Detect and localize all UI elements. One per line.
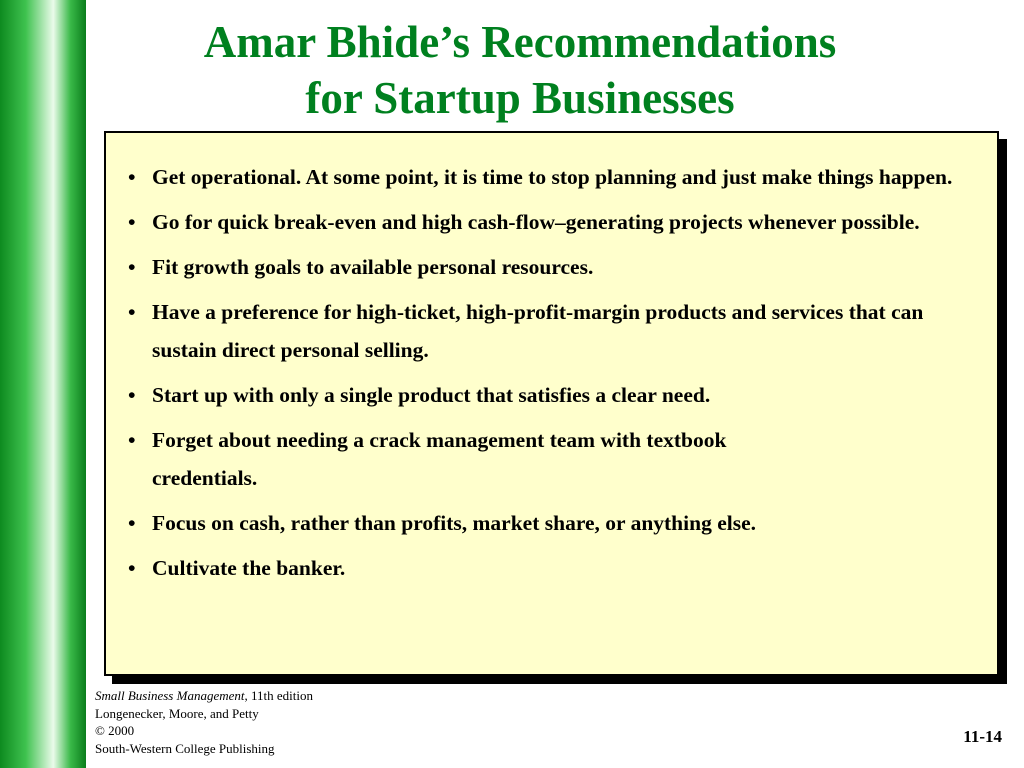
footer-edition: , 11th edition	[244, 688, 313, 703]
content-panel	[104, 131, 999, 676]
bullet-text: Start up with only a single product that satisfies a clear need.	[152, 383, 711, 407]
slide-number: 11-14	[963, 727, 1002, 746]
bullet-text: Fit growth goals to available personal resources.	[152, 255, 594, 279]
bullet-item	[128, 376, 988, 414]
footer-copyright: © 2000	[95, 723, 135, 738]
bullet-text: Get operational. At some point, it is time to stop planning and just make things happen.	[152, 165, 953, 189]
bullet-text: Cultivate the banker.	[152, 556, 346, 580]
bullet-item	[128, 158, 988, 196]
bullet-icon: •	[128, 556, 136, 580]
bullet-item	[128, 293, 988, 369]
bullet-item	[128, 421, 988, 497]
slide-title-line-1: Amar Bhide’s Recommendations	[203, 17, 837, 67]
bullet-icon: •	[128, 255, 136, 279]
bullet-text: Forget about needing a crack management team with textbook credentials.	[152, 428, 727, 490]
footer-book-title: Small Business Management	[95, 688, 245, 703]
bullet-text: Have a preference for high-ticket, high-profit-margin products and services that can sustain direct personal selling.	[152, 300, 924, 362]
footer-publisher: South-Western College Publishing	[95, 740, 275, 756]
bullet-item	[128, 203, 988, 241]
bullet-item	[128, 504, 988, 542]
bullet-item	[128, 248, 988, 286]
footer-authors: Longenecker, Moore, and Petty	[95, 705, 259, 721]
footer-citation	[95, 687, 313, 757]
bullet-list	[128, 158, 988, 594]
bullet-text: Go for quick break-even and high cash-flow–generating projects whenever possible.	[152, 210, 920, 234]
bullet-icon: •	[128, 511, 136, 535]
decorative-side-bar	[0, 0, 86, 768]
footer-book-line	[95, 687, 313, 705]
bullet-icon: •	[128, 383, 136, 407]
bullet-icon: •	[128, 210, 136, 234]
bullet-icon: •	[128, 300, 136, 324]
bullet-item	[128, 549, 988, 587]
bullet-icon: •	[128, 165, 136, 189]
bullet-text: Focus on cash, rather than profits, market share, or anything else.	[152, 511, 756, 535]
bullet-icon: •	[128, 428, 136, 452]
slide-title-line-2: for Startup Businesses	[305, 73, 735, 123]
slide-title	[110, 14, 930, 126]
